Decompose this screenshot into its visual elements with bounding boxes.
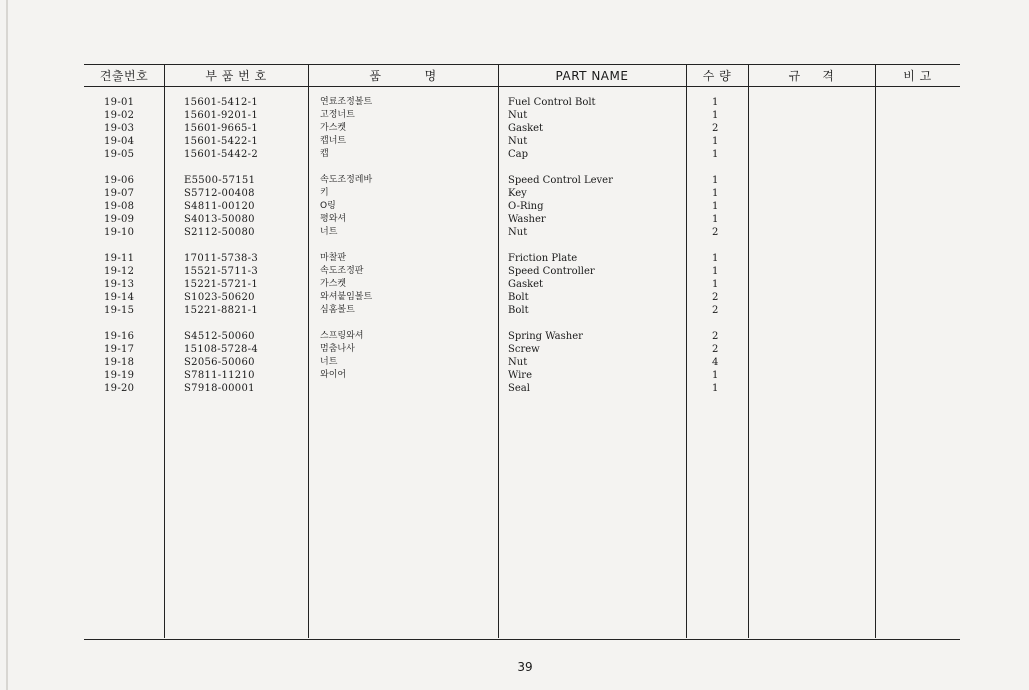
table-row xyxy=(84,135,960,148)
qty-cell: 2 xyxy=(712,344,719,355)
qty-cell: 1 xyxy=(712,175,719,186)
table-row xyxy=(84,122,960,135)
page-edge-shadow xyxy=(6,0,8,690)
qty-cell: 1 xyxy=(712,266,719,277)
part-name-cell: Nut xyxy=(508,136,528,147)
part-no-cell: 15108-5728-4 xyxy=(184,344,258,355)
qty-cell: 2 xyxy=(712,305,719,316)
part-no-cell: 15601-5422-1 xyxy=(184,136,258,147)
part-name-cell: Bolt xyxy=(508,292,529,303)
qty-cell: 2 xyxy=(712,123,719,134)
table-row xyxy=(84,213,960,226)
part-no-cell: S2112-50080 xyxy=(184,227,255,238)
part-name-cell: Speed Control Lever xyxy=(508,175,613,186)
part-no-cell: 15221-5721-1 xyxy=(184,279,258,290)
part-no-cell: 15601-5412-1 xyxy=(184,97,258,108)
qty-cell: 1 xyxy=(712,214,719,225)
ref-no-cell: 19-04 xyxy=(104,136,135,147)
ref-no-cell: 19-05 xyxy=(104,149,135,160)
part-no-cell: 15521-5711-3 xyxy=(184,266,258,277)
ref-no-cell: 19-16 xyxy=(104,331,135,342)
part-no-cell: S7918-00001 xyxy=(184,383,255,394)
part-no-cell: 17011-5738-3 xyxy=(184,253,258,264)
header-spec: 규 격 xyxy=(788,69,835,83)
ref-no-cell: 19-18 xyxy=(104,357,135,368)
header-divider xyxy=(84,86,960,87)
part-no-cell: 15601-5442-2 xyxy=(184,149,258,160)
table-row xyxy=(84,187,960,200)
table-row xyxy=(84,200,960,213)
table-row xyxy=(84,96,960,109)
table-row xyxy=(84,330,960,343)
qty-cell: 1 xyxy=(712,253,719,264)
ref-no-cell: 19-15 xyxy=(104,305,135,316)
qty-cell: 2 xyxy=(712,331,719,342)
ref-no-cell: 19-17 xyxy=(104,344,135,355)
table-row xyxy=(84,343,960,356)
ref-no-cell: 19-12 xyxy=(104,266,135,277)
table-row xyxy=(84,304,960,317)
ref-no-cell: 19-01 xyxy=(104,97,135,108)
ref-no-cell: 19-11 xyxy=(104,253,135,264)
part-no-cell: S4512-50060 xyxy=(184,331,255,342)
ref-no-cell: 19-08 xyxy=(104,201,135,212)
table-row xyxy=(84,382,960,395)
qty-cell: 1 xyxy=(712,201,719,212)
part-name-cell: Seal xyxy=(508,383,530,394)
qty-cell: 1 xyxy=(712,279,719,290)
parts-rows xyxy=(84,96,960,395)
name-kr-cell: 고정너트 xyxy=(320,110,355,120)
qty-cell: 1 xyxy=(712,383,719,394)
part-name-cell: Speed Controller xyxy=(508,266,595,277)
part-name-cell: Nut xyxy=(508,110,528,121)
qty-cell: 1 xyxy=(712,149,719,160)
header-part-no: 부 품 번 호 xyxy=(205,69,267,83)
table-row xyxy=(84,278,960,291)
part-name-cell: Bolt xyxy=(508,305,529,316)
qty-cell: 1 xyxy=(712,188,719,199)
table-row xyxy=(84,148,960,161)
ref-no-cell: 19-07 xyxy=(104,188,135,199)
ref-no-cell: 19-06 xyxy=(104,175,135,186)
name-kr-cell: 연료조정볼트 xyxy=(320,97,373,107)
name-kr-cell: 속도조정판 xyxy=(320,266,364,276)
ref-no-cell: 19-20 xyxy=(104,383,135,394)
qty-cell: 2 xyxy=(712,227,719,238)
part-no-cell: E5500-57151 xyxy=(184,175,256,186)
table-row xyxy=(84,252,960,265)
ref-no-cell: 19-13 xyxy=(104,279,135,290)
part-name-cell: Key xyxy=(508,188,527,199)
table-row xyxy=(84,109,960,122)
part-name-cell: Spring Washer xyxy=(508,331,583,342)
table-row xyxy=(84,226,960,239)
part-name-cell: O-Ring xyxy=(508,201,544,212)
qty-cell: 1 xyxy=(712,97,719,108)
ref-no-cell: 19-03 xyxy=(104,123,135,134)
name-kr-cell: 키 xyxy=(320,188,329,198)
name-kr-cell: 캡너트 xyxy=(320,136,347,146)
ref-no-cell: 19-02 xyxy=(104,110,135,121)
part-no-cell: 15601-9665-1 xyxy=(184,123,258,134)
qty-cell: 1 xyxy=(712,110,719,121)
table-row xyxy=(84,356,960,369)
name-kr-cell: 와이어 xyxy=(320,370,347,380)
table-row xyxy=(84,291,960,304)
part-name-cell: Gasket xyxy=(508,123,544,134)
part-no-cell: S1023-50620 xyxy=(184,292,255,303)
name-kr-cell: 캡 xyxy=(320,149,329,159)
part-no-cell: 15221-8821-1 xyxy=(184,305,258,316)
header-ref-no: 견출번호 xyxy=(99,69,149,83)
page-number: 39 xyxy=(517,660,533,674)
part-name-cell: Gasket xyxy=(508,279,544,290)
ref-no-cell: 19-19 xyxy=(104,370,135,381)
name-kr-cell: O링 xyxy=(320,201,336,211)
ref-no-cell: 19-10 xyxy=(104,227,135,238)
part-name-cell: Fuel Control Bolt xyxy=(508,97,596,108)
table-row xyxy=(84,265,960,278)
header-qty: 수 량 xyxy=(702,69,732,83)
name-kr-cell: 가스켓 xyxy=(320,279,347,289)
name-kr-cell: 심홈볼트 xyxy=(320,305,355,315)
table-row xyxy=(84,174,960,187)
name-kr-cell: 너트 xyxy=(320,357,338,367)
part-no-cell: 15601-9201-1 xyxy=(184,110,258,121)
qty-cell: 4 xyxy=(712,357,719,368)
part-no-cell: S7811-11210 xyxy=(184,370,255,381)
part-no-cell: S4811-00120 xyxy=(184,201,255,212)
name-kr-cell: 스프링와셔 xyxy=(320,331,364,341)
ref-no-cell: 19-09 xyxy=(104,214,135,225)
name-kr-cell: 너트 xyxy=(320,227,338,237)
part-name-cell: Wire xyxy=(508,370,532,381)
name-kr-cell: 가스켓 xyxy=(320,123,347,133)
part-no-cell: S4013-50080 xyxy=(184,214,255,225)
part-name-cell: Friction Plate xyxy=(508,253,578,264)
name-kr-cell: 멈춤나사 xyxy=(320,344,355,354)
name-kr-cell: 마찰판 xyxy=(320,253,347,263)
part-no-cell: S2056-50060 xyxy=(184,357,255,368)
header-part-name: PART NAME xyxy=(555,69,629,83)
part-name-cell: Nut xyxy=(508,227,528,238)
header-name-kr: 품 명 xyxy=(369,69,437,83)
part-name-cell: Cap xyxy=(508,149,529,160)
name-kr-cell: 속도조정레바 xyxy=(320,175,373,185)
qty-cell: 1 xyxy=(712,136,719,147)
qty-cell: 2 xyxy=(712,292,719,303)
part-name-cell: Washer xyxy=(508,214,546,225)
header-remark: 비 고 xyxy=(903,69,932,83)
part-no-cell: S5712-00408 xyxy=(184,188,255,199)
part-name-cell: Nut xyxy=(508,357,528,368)
name-kr-cell: 와셔붙임볼트 xyxy=(320,292,373,302)
ref-no-cell: 19-14 xyxy=(104,292,135,303)
part-name-cell: Screw xyxy=(508,344,540,355)
name-kr-cell: 평와셔 xyxy=(320,214,347,224)
qty-cell: 1 xyxy=(712,370,719,381)
table-row xyxy=(84,369,960,382)
